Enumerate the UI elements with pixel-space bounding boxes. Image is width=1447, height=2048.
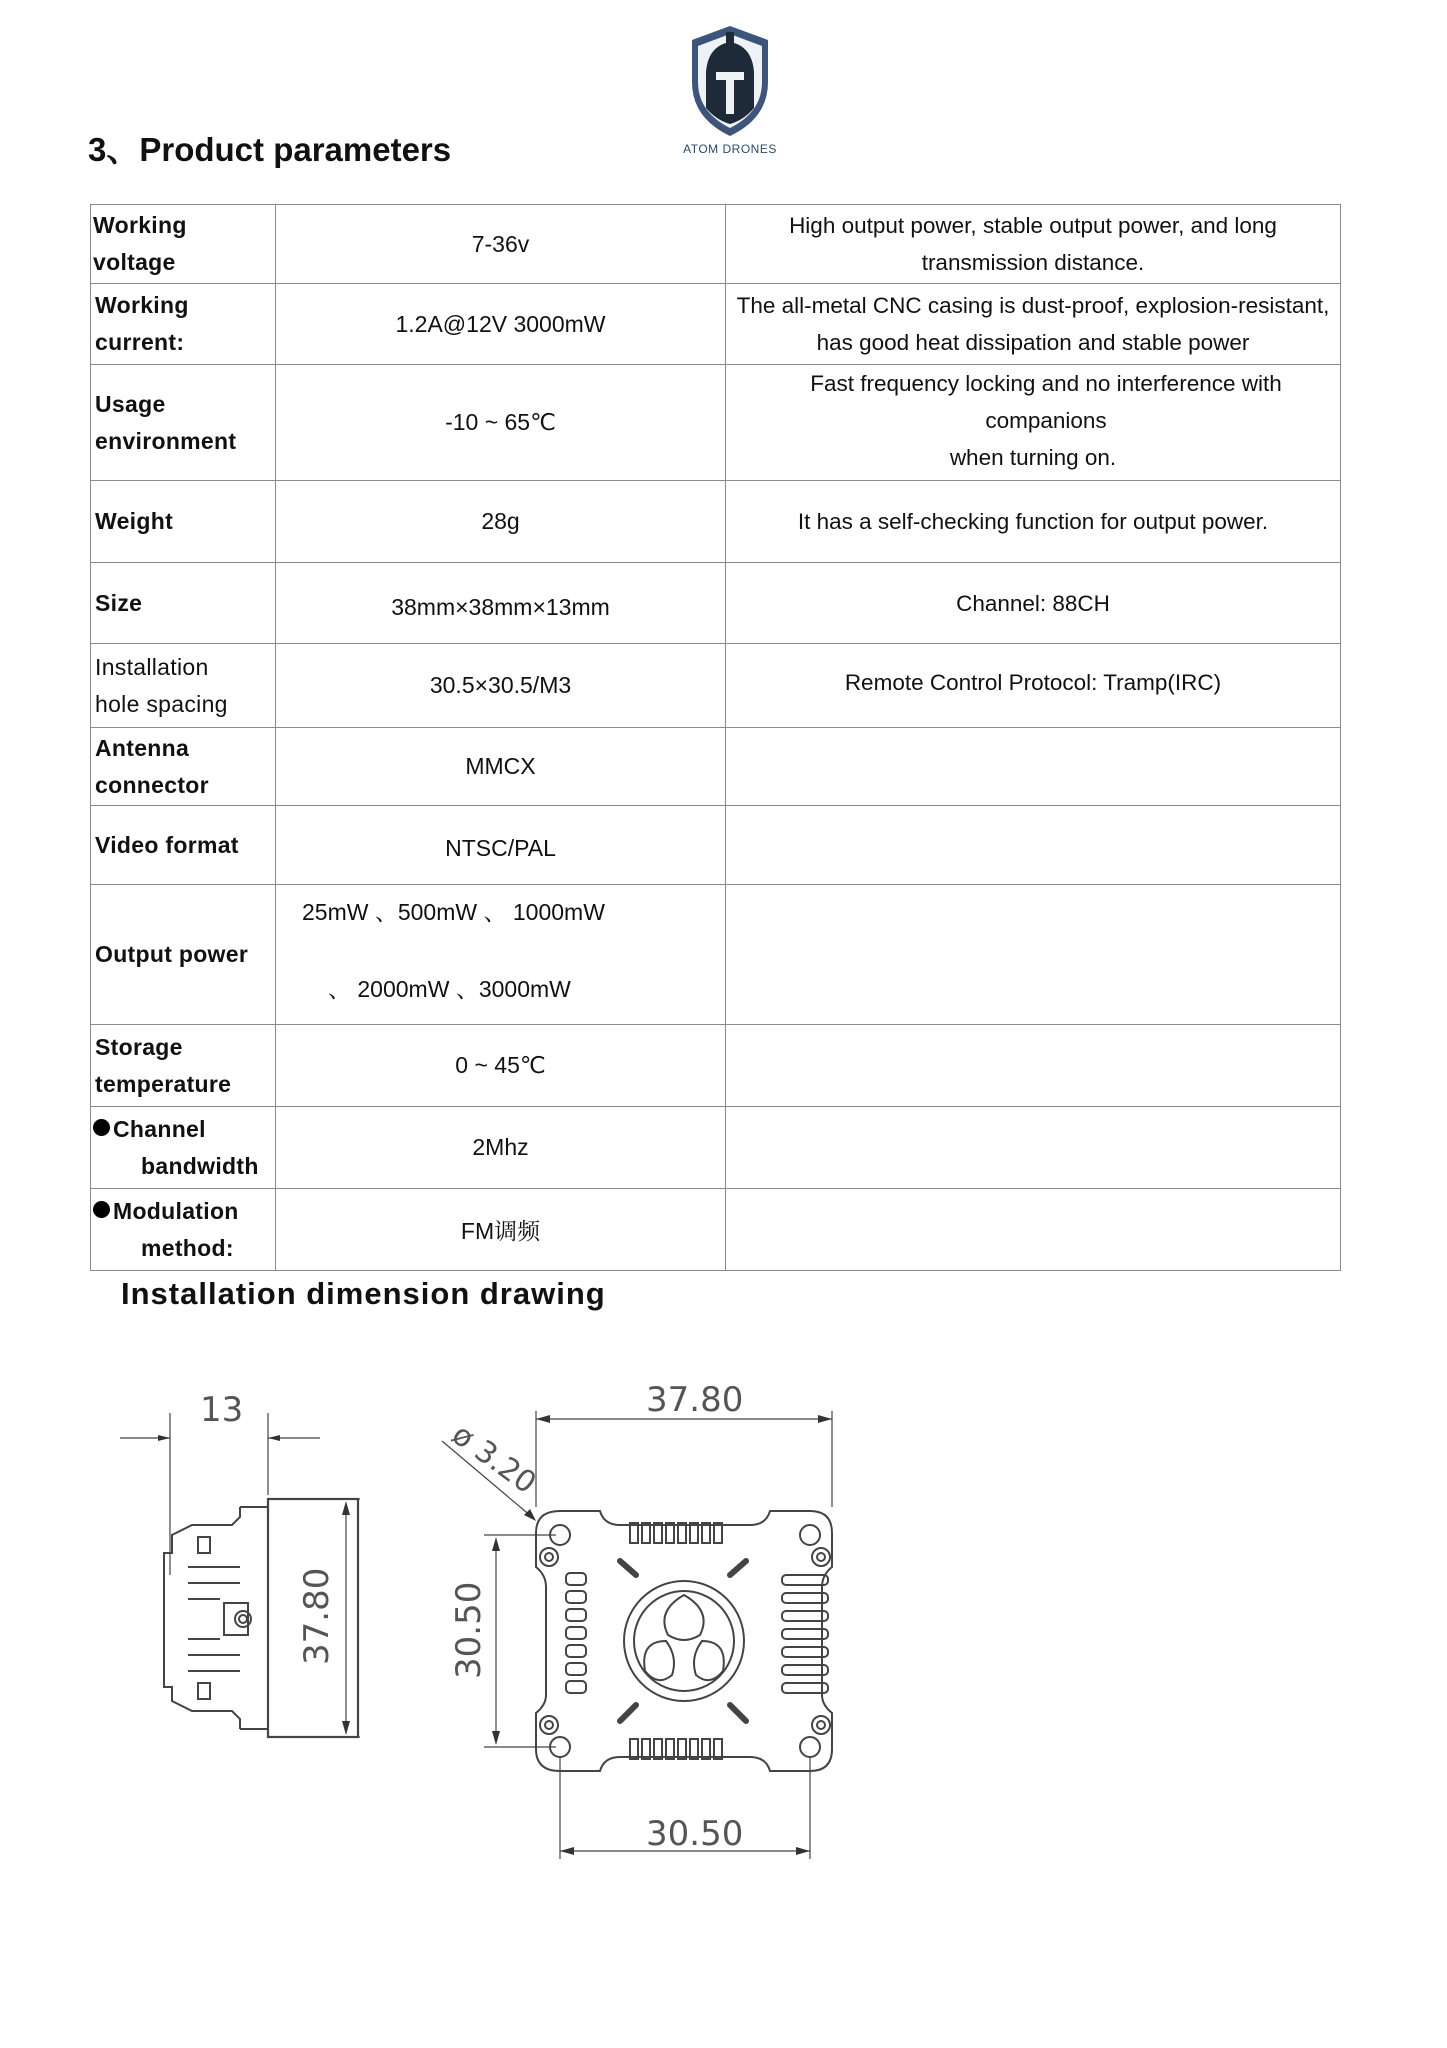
table-row <box>91 1189 1341 1271</box>
feature-text: High output power, stable output power, and long transmission distance. <box>726 205 1341 284</box>
table-row <box>91 481 1341 563</box>
install-drawing-title: Installation dimension drawing <box>121 1276 606 1311</box>
side-height-label: 37.80 <box>297 1567 337 1665</box>
feature-text <box>726 1025 1341 1107</box>
logo-text: ATOM DRONES <box>683 142 777 156</box>
table-row <box>91 365 1341 481</box>
param-label: Modulation method: <box>91 1189 276 1271</box>
param-label: Installation hole spacing <box>91 644 276 728</box>
feature-text: The all-metal CNC casing is dust-proof, explosion-resistant, has good heat dissipation and stable power <box>726 284 1341 365</box>
param-value: 1.2A@12V 3000mW <box>276 284 726 365</box>
param-label: Channel bandwidth <box>91 1107 276 1189</box>
atom-drones-logo <box>680 22 780 162</box>
table-row <box>91 1107 1341 1189</box>
table-row <box>91 1025 1341 1107</box>
spartan-helmet-icon <box>682 22 778 140</box>
top-width-label: 37.80 <box>646 1380 744 1420</box>
table-row <box>91 885 1341 1025</box>
param-value: 0 ~ 45℃ <box>276 1025 726 1107</box>
param-label: Storage temperature <box>91 1025 276 1107</box>
feature-text: Channel: 88CH <box>726 563 1341 644</box>
param-label: Antenna connector <box>91 728 276 806</box>
param-label: Working current: <box>91 284 276 365</box>
feature-text <box>726 1189 1341 1271</box>
bullet-icon <box>93 1201 110 1218</box>
product-parameters-table <box>90 204 1341 1271</box>
feature-text <box>726 1107 1341 1189</box>
installation-dimension-drawing <box>100 1375 860 1875</box>
param-value: 28g <box>276 481 726 563</box>
bullet-icon <box>93 1119 110 1136</box>
feature-text <box>726 728 1341 806</box>
table-row <box>91 205 1341 284</box>
feature-text: It has a self-checking function for output power. <box>726 481 1341 563</box>
feature-text: Fast frequency locking and no interference with companions when turning on. <box>726 365 1341 481</box>
param-label: Usage environment <box>91 365 276 481</box>
hole-spacing-vertical-label: 30.50 <box>449 1581 489 1679</box>
side-thickness-label: 13 <box>200 1390 244 1430</box>
feature-text: Remote Control Protocol: Tramp(IRC) <box>726 644 1341 728</box>
hole-spacing-horizontal-label: 30.50 <box>646 1814 744 1854</box>
section-title: 3、Product parameters <box>88 131 452 168</box>
param-label: Video format <box>91 806 276 885</box>
feature-text <box>726 885 1341 1025</box>
table-row <box>91 644 1341 728</box>
param-value: 25mW 、500mW 、 1000mW 、 2000mW 、3000mW <box>276 885 726 1025</box>
param-value: FM调频 <box>276 1189 726 1271</box>
param-value: NTSC/PAL <box>276 806 726 885</box>
param-value: 30.5×30.5/M3 <box>276 644 726 728</box>
table-row <box>91 284 1341 365</box>
param-value: 2Mhz <box>276 1107 726 1189</box>
param-label: Working voltage <box>91 205 276 284</box>
param-value: MMCX <box>276 728 726 806</box>
table-row <box>91 806 1341 885</box>
feature-text <box>726 806 1341 885</box>
param-label: Output power <box>91 885 276 1025</box>
hole-diameter-label: ø 3.20 <box>445 1417 543 1502</box>
param-value: 7-36v <box>276 205 726 284</box>
table-row <box>91 728 1341 806</box>
param-label: Weight <box>91 481 276 563</box>
param-value: -10 ~ 65℃ <box>276 365 726 481</box>
table-row <box>91 563 1341 644</box>
param-value: 38mm×38mm×13mm <box>276 563 726 644</box>
param-label: Size <box>91 563 276 644</box>
